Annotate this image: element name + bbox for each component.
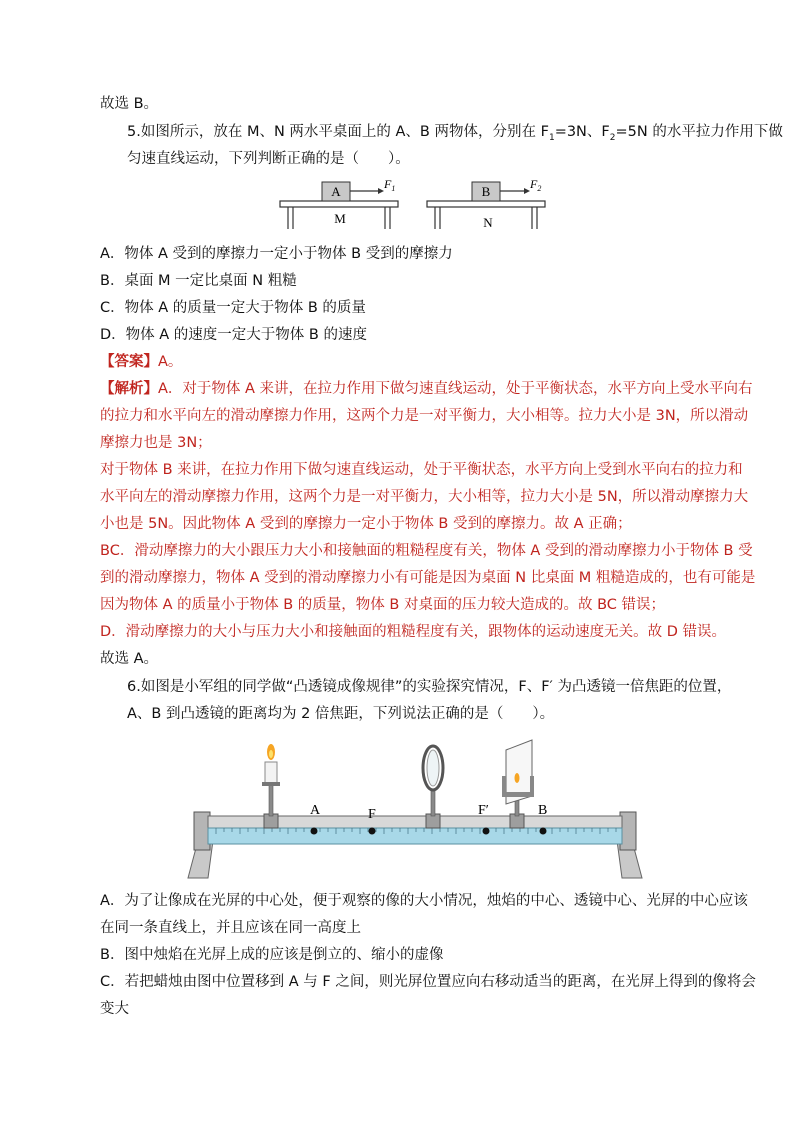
- candle: [262, 744, 280, 828]
- force-f1-label: $F_1$: [384, 177, 396, 193]
- q5-stem-line2: 匀速直线运动，下列判断正确的是（ ）。: [127, 151, 410, 167]
- q5-analysis-line: 因为物体 A 的质量小于物体 B 的质量，物体 B 对桌面的压力较大造成的。故 BC 错误；: [100, 597, 666, 613]
- point-f: [369, 828, 376, 835]
- q5-option-b: B．桌面 M 一定比桌面 N 粗糙: [100, 273, 297, 289]
- point-a: [311, 828, 318, 835]
- q5-analysis-line: 的拉力和水平向左的滑动摩擦力作用，这两个力是一对平衡力，大小相等。拉力大小是 3N，所以滑动: [100, 408, 749, 424]
- label-b: B: [538, 803, 548, 818]
- q6-option-c: C．若把蜡烛由图中位置移到 A 与 F 之间，则光屏位置应向右移动适当的距离，在光屏上得到的像将会: [100, 974, 756, 990]
- q6-option-a: A．为了让像成在光屏的中心处，便于观察的像的大小情况，烛焰的中心、透镜中心、光屏的中心应该: [100, 893, 748, 909]
- convex-lens: [423, 746, 443, 828]
- q5-analysis-line: 摩擦力也是 3N；: [100, 435, 212, 451]
- q6-option-a-cont: 在同一条直线上，并且应该在同一高度上: [100, 920, 361, 936]
- light-screen: [502, 740, 534, 828]
- q5-figure-blocks-on-tables: [276, 174, 556, 236]
- block-b-label: B: [481, 184, 491, 199]
- table-n-label: N: [483, 215, 493, 230]
- q6-stem-line2: A、B 到凸透镜的距离均为 2 倍焦距，下列说法正确的是（ ）。: [127, 706, 555, 722]
- q5-analysis-line: 水平向左的滑动摩擦力作用，这两个力是一对平衡力，大小相等，拉力大小是 5N，所以滑动摩擦力大: [100, 489, 749, 505]
- previous-conclusion: 故选 B。: [100, 96, 159, 112]
- table-m-label: M: [334, 211, 346, 226]
- q5-analysis-line: 到的滑动摩擦力，物体 A 受到的滑动摩擦力小有可能是因为桌面 N 比桌面 M 粗糙造成的，也有可能是: [100, 570, 756, 586]
- force-f2-label: $F_2$: [530, 177, 542, 193]
- block-a-label: A: [331, 184, 341, 199]
- q5-stem-line1: 5.如图所示，放在 M、N 两水平桌面上的 A、B 两物体，分别在 $F_1=3N$、$F_2=5N$ 的水平拉力作用下做: [127, 124, 783, 143]
- q5-option-a: A．物体 A 受到的摩擦力一定小于物体 B 受到的摩擦力: [100, 246, 453, 262]
- q5-conclusion: 故选 A。: [100, 651, 159, 667]
- q5-analysis-line: 【解析】A．对于物体 A 来讲，在拉力作用下做匀速直线运动，处于平衡状态，水平方向上受水平向右: [100, 381, 753, 397]
- q5-analysis-line: BC．滑动摩擦力的大小跟压力大小和接触面的粗糙程度有关，物体 A 受到的滑动摩擦力小于物体 B 受: [100, 543, 753, 559]
- point-b: [540, 828, 547, 835]
- q5-option-d: D．物体 A 的速度一定大于物体 B 的速度: [100, 327, 367, 343]
- q5-analysis-line: 对于物体 B 来讲，在拉力作用下做匀速直线运动，处于平衡状态，水平方向上受到水平向右的拉力和: [100, 462, 743, 478]
- label-f-prime: F′: [478, 803, 489, 818]
- label-a: A: [310, 803, 321, 818]
- q6-figure-optical-bench: [186, 738, 646, 883]
- q6-option-c-cont: 变大: [100, 1001, 129, 1017]
- q5-analysis-line: D．滑动摩擦力的大小与压力大小和接触面的粗糙程度有关，跟物体的运动速度无关。故 D 错误。: [100, 624, 727, 640]
- q6-option-b: B．图中烛焰在光屏上成的应该是倒立的、缩小的虚像: [100, 947, 444, 963]
- q6-stem-line1: 6.如图是小军组的同学做“凸透镜成像规律”的实验探究情况，F、F′ 为凸透镜一倍焦距的位置，: [127, 679, 732, 695]
- point-f-prime: [483, 828, 490, 835]
- q5-analysis-line: 小也是 5N。因此物体 A 受到的摩擦力一定小于物体 B 受到的摩擦力。故 A 正确；: [100, 516, 632, 532]
- q5-option-c: C．物体 A 的质量一定大于物体 B 的质量: [100, 300, 366, 316]
- q5-answer: 【答案】A。: [100, 354, 183, 370]
- label-f: F: [368, 807, 376, 822]
